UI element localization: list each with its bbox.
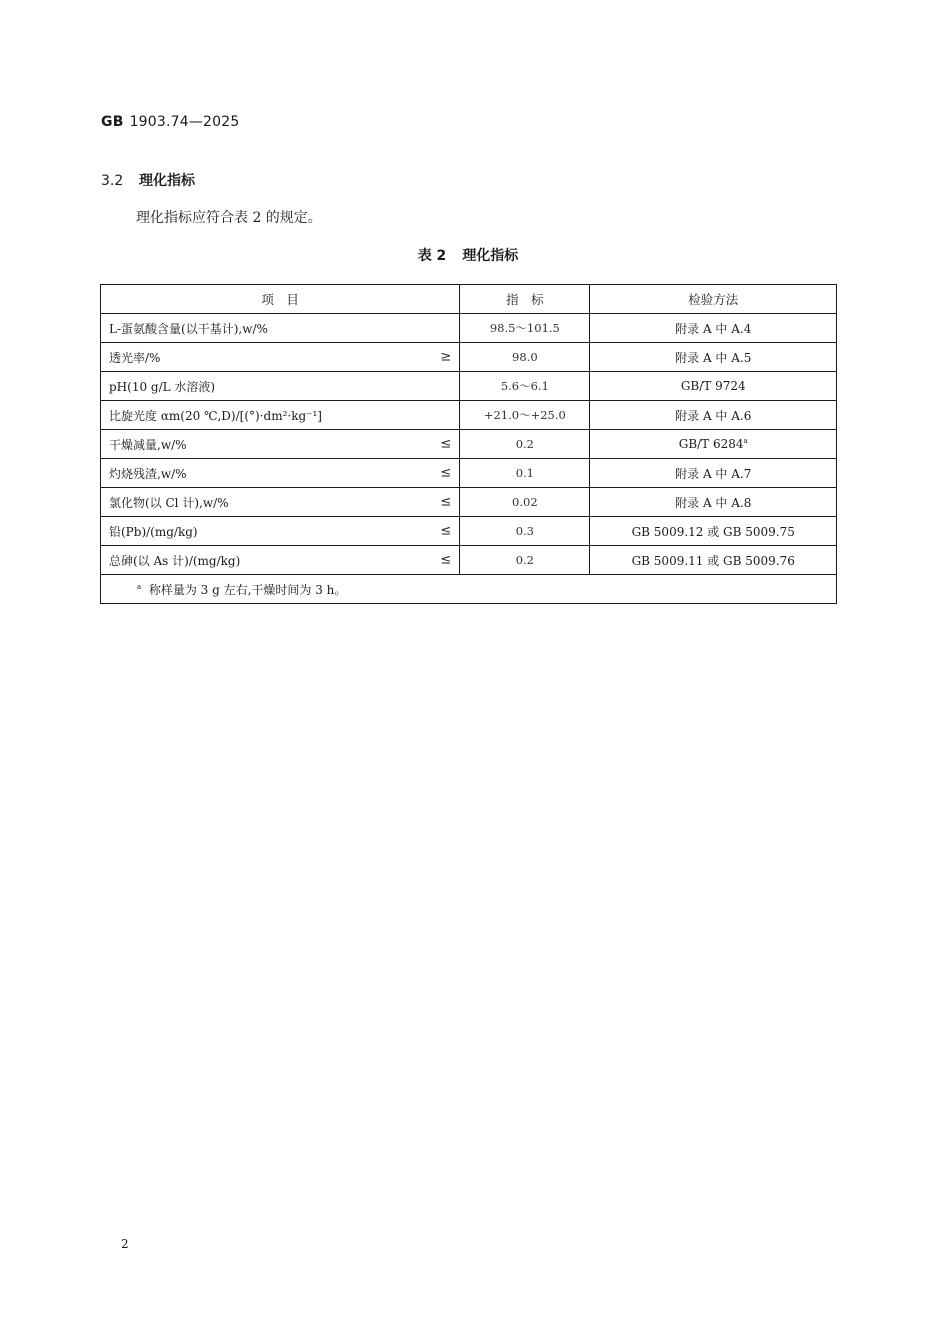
table-row (101, 517, 837, 546)
item-cell (101, 488, 460, 517)
table-row (101, 459, 837, 488)
table-caption-label: 表 2 (417, 248, 447, 264)
method-cell (590, 430, 837, 459)
body-paragraph: 理化指标应符合表 2 的规定。 (136, 210, 322, 226)
method-text: GB 5009.12 或 GB 5009.75 (631, 524, 795, 539)
item-name: 透光率/% (109, 350, 161, 365)
table-row (101, 372, 837, 401)
method-cell (590, 314, 837, 343)
limit-cell: 5.6～6.1 (460, 372, 590, 401)
method-cell (590, 546, 837, 575)
item-cell (101, 517, 460, 546)
item-cell (101, 459, 460, 488)
item-name: L-蛋氨酸含量(以干基计),w/% (109, 321, 268, 336)
method-cell (590, 517, 837, 546)
limit-cell: 0.2 (460, 430, 590, 459)
item-name: 氯化物(以 Cl 计),w/% (109, 495, 229, 510)
method-cell (590, 372, 837, 401)
limit-cell: 0.1 (460, 459, 590, 488)
header-method: 检验方法 (590, 285, 837, 314)
method-text: 附录 A 中 A.6 (675, 408, 752, 423)
comparison-sign: ≤ (440, 436, 452, 452)
footnote-marker: a (137, 582, 142, 591)
method-text: 附录 A 中 A.4 (675, 321, 752, 336)
item-cell (101, 372, 460, 401)
item-name: 总砷(以 As 计)/(mg/kg) (109, 553, 241, 568)
item-cell (101, 401, 460, 430)
method-cell (590, 401, 837, 430)
comparison-sign: ≤ (440, 523, 452, 539)
method-text: 附录 A 中 A.8 (675, 495, 752, 510)
standard-prefix: GB (101, 114, 124, 130)
table-footnote-row (101, 575, 837, 604)
header-item: 项 目 (101, 285, 460, 314)
method-text: GB/T 6284 (678, 437, 744, 451)
item-name: 干燥减量,w/% (109, 437, 187, 452)
item-cell (101, 546, 460, 575)
table-row (101, 546, 837, 575)
method-text: 附录 A 中 A.5 (675, 350, 752, 365)
limit-cell: 0.3 (460, 517, 590, 546)
table-caption (0, 245, 936, 265)
method-cell (590, 459, 837, 488)
method-cell (590, 488, 837, 517)
section-title: 理化指标 (139, 173, 195, 189)
footnote-text: 称样量为 3 g 左右,干燥时间为 3 h。 (148, 582, 347, 597)
header-limit: 指 标 (460, 285, 590, 314)
item-cell (101, 430, 460, 459)
item-name: pH(10 g/L 水溶液) (109, 379, 216, 394)
limit-cell: 98.5～101.5 (460, 314, 590, 343)
footnote-ref: a (743, 437, 748, 445)
section-number: 3.2 (101, 173, 124, 189)
spec-table (100, 284, 837, 604)
item-cell (101, 343, 460, 372)
limit-cell: +21.0～+25.0 (460, 401, 590, 430)
item-name: 比旋光度 αm(20 ℃,D)/[(°)·dm²·kg⁻¹] (109, 408, 322, 423)
table-row (101, 314, 837, 343)
item-cell (101, 314, 460, 343)
standard-number: 1903.74—2025 (129, 114, 240, 130)
method-text: GB/T 9724 (680, 379, 746, 393)
method-text: GB 5009.11 或 GB 5009.76 (631, 553, 795, 568)
method-cell (590, 343, 837, 372)
table-footnote (101, 575, 837, 604)
limit-cell: 0.02 (460, 488, 590, 517)
table-row (101, 488, 837, 517)
method-text: 附录 A 中 A.7 (675, 466, 752, 481)
comparison-sign: ≤ (440, 465, 452, 481)
standard-header (101, 114, 240, 130)
limit-cell: 0.2 (460, 546, 590, 575)
limit-cell: 98.0 (460, 343, 590, 372)
table-header-row (101, 285, 837, 314)
comparison-sign: ≤ (440, 494, 452, 510)
page-number: 2 (121, 1237, 129, 1251)
section-heading (101, 170, 195, 190)
item-name: 灼烧残渣,w/% (109, 466, 187, 481)
comparison-sign: ≥ (440, 349, 452, 365)
table-caption-title: 理化指标 (462, 248, 519, 264)
item-name: 铅(Pb)/(mg/kg) (109, 524, 198, 539)
comparison-sign: ≤ (440, 552, 452, 568)
table-row (101, 401, 837, 430)
table-row (101, 343, 837, 372)
table-row (101, 430, 837, 459)
